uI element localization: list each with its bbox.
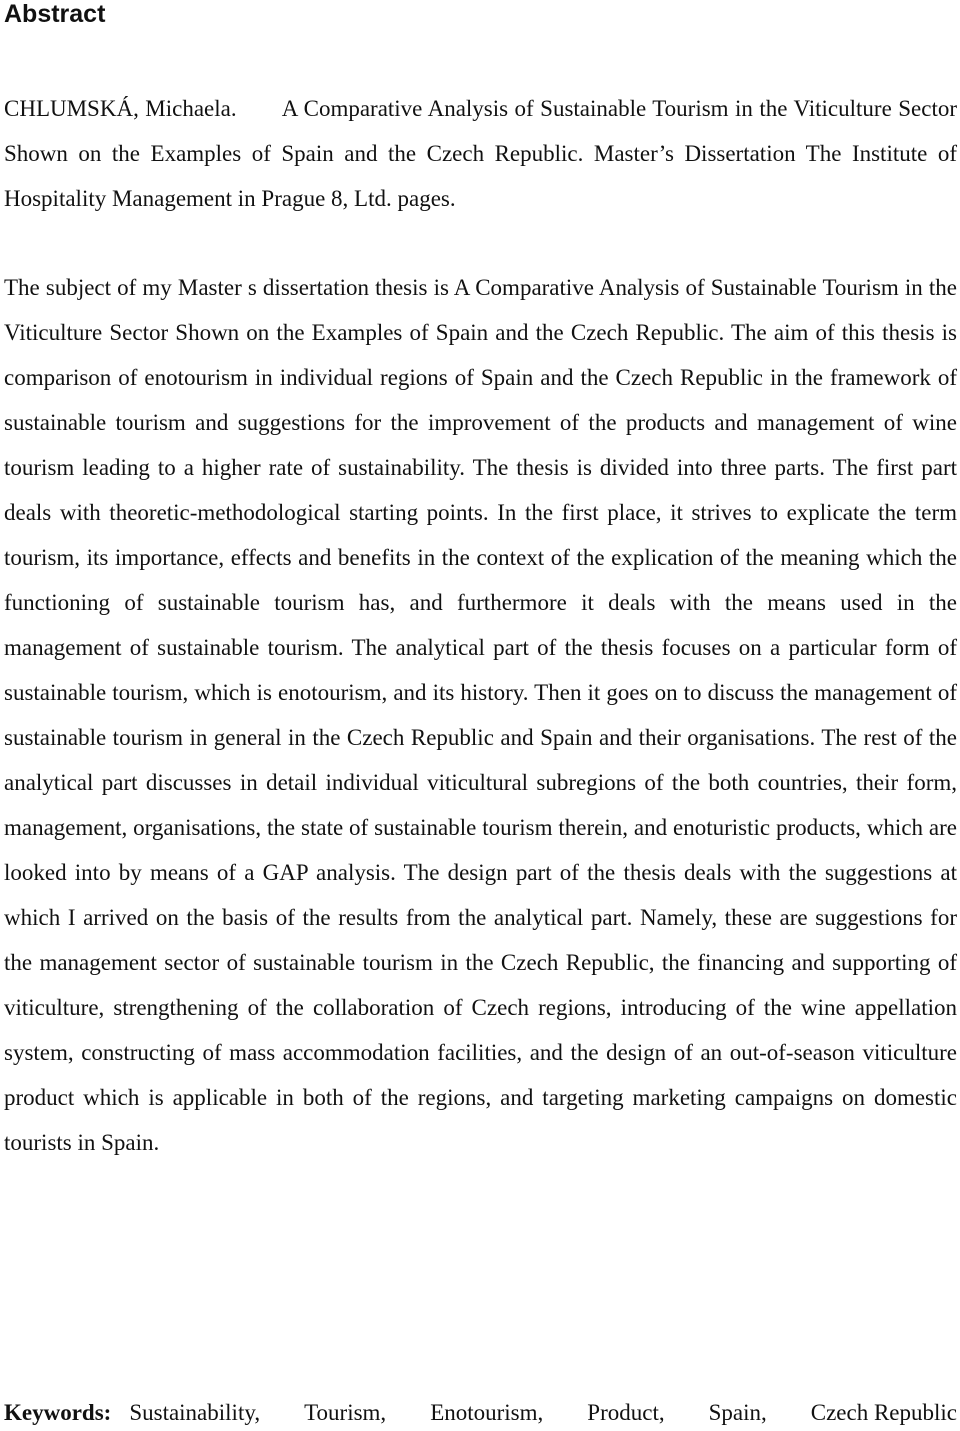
keyword-item: Sustainability, (129, 1400, 261, 1425)
keyword-item: Tourism, (304, 1400, 387, 1425)
keyword-item: Czech Republic (810, 1400, 957, 1425)
abstract-body-paragraph: The subject of my Master s dissertation thesis is A Comparative Analysis of Sustainable Tourism in the Viticulture Sector Shown on the Examples of Spain and the Czech Republic. The aim of this thesis is comparison of enotourism in individual regions of Spain and the Czech Republic in the framework of sustainable tourism and suggestions for the improvement of the products and management of wine tourism leading to a higher rate of sustainability. The thesis is divided into three parts. The first part deals with theoretic-methodological starting points. In the first place, it strives to explicate the term tourism, its importance, effects and benefits in the context of the explication of the meaning which the functioning of sustainable tourism has, and furthermore it deals with the means used in the management of sustainable tourism. The analytical part of the thesis focuses on a particular form of sustainable tourism, which is enotourism, and its history. Then it goes on to discuss the management of sustainable tourism in general in the Czech Republic and Spain and their organisations. The rest of the analytical part discusses in detail individual viticultural subregions of the both countries, their form, management, organisations, the state of sustainable tourism therein, and enoturistic products, which are looked into by means of a GAP analysis. The design part of the thesis deals with the suggestions at which I arrived on the basis of the results from the analytical part. Namely, these are suggestions for the management sector of sustainable tourism in the Czech Republic, the financing and supporting of viticulture, strengthening of the collaboration of Czech regions, introducing of the wine appellation system, constructing of mass accommodation facilities, and the design of an out-of-season viticulture product which is applicable in both of the regions, and targeting marketing campaigns on domestic tourists in Spain. (4, 275, 957, 1155)
keyword-item: Product, (587, 1400, 665, 1425)
citation-paragraph: CHLUMSKÁ, Michaela. A Comparative Analysis of Sustainable Tourism in the Viticulture Sector Shown on the Examples of Spain and the Czech Republic. Master’s Dissertation The Institute of Hospitality Management in Prague 8, Ltd. pages. (4, 96, 957, 211)
abstract-heading: Abstract (4, 0, 106, 28)
keywords-line (4, 1395, 957, 1431)
keywords-list (129, 1395, 957, 1431)
keyword-item: Spain, (708, 1400, 767, 1425)
keywords-label: Keywords: (4, 1400, 112, 1425)
keyword-item: Enotourism, (430, 1400, 544, 1425)
